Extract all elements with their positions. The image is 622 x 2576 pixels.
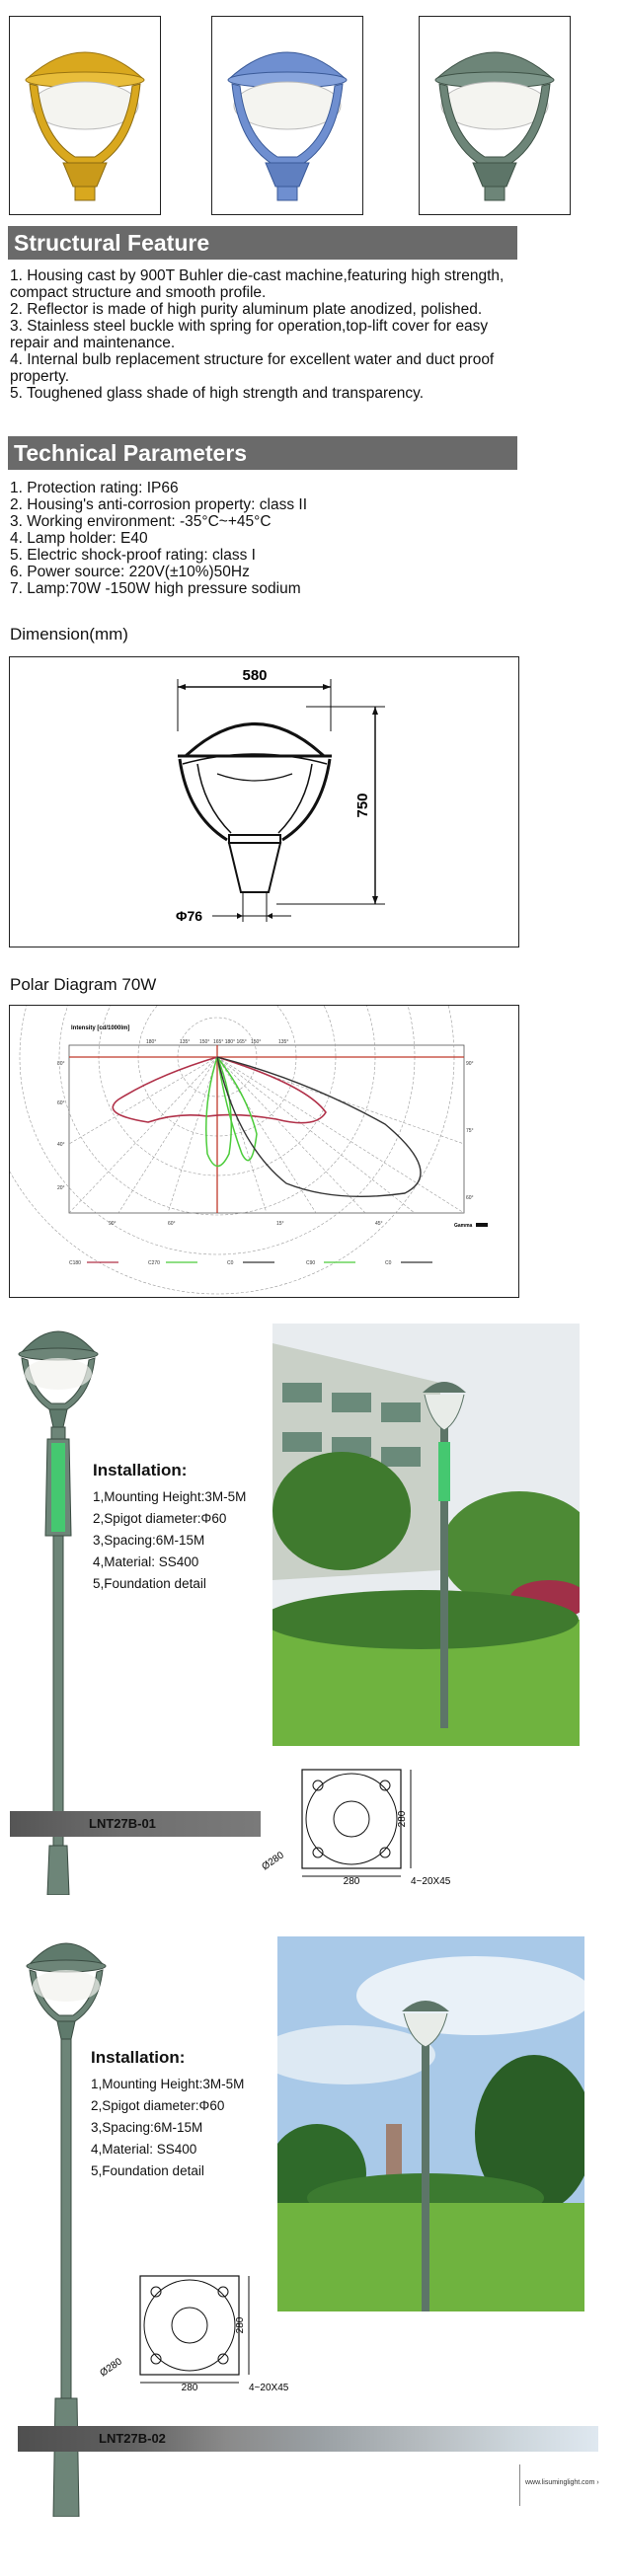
installation-title: Installation:: [91, 2048, 186, 2067]
polar-top-angle: 180°: [146, 1039, 157, 1045]
polar-chart-title: Intensity [cd/1000lm]: [71, 1025, 130, 1031]
technical-parameters-list: [10, 480, 523, 597]
foundation-width-label: 280: [181, 2383, 198, 2391]
polar-legend-item: C90: [306, 1260, 316, 1266]
dimension-drawing: [9, 656, 519, 947]
technical-parameters-heading: Technical Parameters: [8, 436, 517, 470]
installation-line: 5,Foundation detail: [91, 2163, 204, 2178]
dimension-caption: Dimension(mm): [10, 625, 128, 644]
technical-item: 6. Power source: 220V(±10%)50Hz: [10, 564, 250, 580]
technical-item: 1. Protection rating: IP66: [10, 480, 179, 496]
polar-bottom-angle: 15°: [276, 1221, 284, 1227]
width-dimension-label: 580: [242, 667, 268, 684]
structural-item: 1. Housing cast by 900T Buhler die-cast machine,featuring high strength, compact structure and smooth profile.: [10, 267, 505, 301]
model-label-2: LNT27B-02: [99, 2431, 166, 2446]
installation-line: 3,Spacing:6M-15M: [91, 2120, 203, 2135]
installation-line: 4,Material: SS400: [93, 1554, 199, 1569]
footer-url[interactable]: www.lisuminglight.com ›: [525, 2479, 599, 2486]
structural-item: 4. Internal bulb replacement structure for excellent water and duct proof property.: [10, 351, 495, 385]
product-thumb-yellow: [9, 16, 161, 215]
foundation-diameter-label: Ø280: [98, 2356, 124, 2380]
polar-right-mark: 60°: [466, 1195, 474, 1201]
foundation-plan-1: [253, 1762, 470, 1885]
technical-item: 7. Lamp:70W -150W high pressure sodium: [10, 580, 301, 597]
polar-left-mark: 40°: [57, 1142, 65, 1148]
pole-illustration-1: [14, 1313, 103, 1895]
product-thumb-blue: [211, 16, 363, 215]
technical-item: 2. Housing's anti-corrosion property: class II: [10, 496, 308, 513]
structural-item: 2. Reflector is made of high purity aluminum plate anodized, polished.: [10, 301, 483, 318]
height-dimension-label: 750: [354, 793, 371, 818]
foundation-width-label: 280: [343, 1876, 360, 1885]
installation-title: Installation:: [93, 1461, 188, 1479]
polar-bottom-angle: 90°: [109, 1221, 117, 1227]
structural-item: 5. Toughened glass shade of high strength and transparency.: [10, 385, 425, 402]
polar-right-mark: 75°: [466, 1128, 474, 1134]
technical-item: 5. Electric shock-proof rating: class I: [10, 547, 256, 564]
technical-item: 3. Working environment: -35°C~+45°C: [10, 513, 272, 530]
foundation-height-label: 280: [397, 1810, 408, 1828]
foundation-bolts-label: 4~20X45: [249, 2383, 289, 2391]
polar-left-mark: 80°: [57, 1061, 65, 1067]
installation-line: 4,Material: SS400: [91, 2142, 197, 2157]
polar-top-angle: 135°: [180, 1039, 191, 1045]
footer-divider: [519, 2464, 520, 2506]
technical-item: 4. Lamp holder: E40: [10, 530, 148, 547]
installation-spec-2: [91, 2048, 288, 2182]
polar-legend-item: C0: [385, 1260, 392, 1266]
polar-caption: Polar Diagram 70W: [10, 975, 157, 994]
structural-feature-list: [10, 267, 523, 402]
installation-photo-1: [272, 1324, 580, 1746]
structural-feature-heading: Structural Feature: [8, 226, 517, 260]
polar-left-mark: 60°: [57, 1100, 65, 1106]
polar-legend-item: C270: [148, 1260, 160, 1266]
polar-left-mark: 20°: [57, 1185, 65, 1191]
spigot-dimension-label: Φ76: [176, 908, 203, 924]
foundation-bolts-label: 4~20X45: [411, 1876, 451, 1885]
installation-line: 2,Spigot diameter:Φ60: [91, 2098, 225, 2113]
foundation-plan-2: [91, 2268, 308, 2391]
foundation-diameter-label: Ø280: [260, 1850, 286, 1873]
polar-legend-item: C0: [227, 1260, 234, 1266]
product-thumb-green: [419, 16, 571, 215]
polar-top-angle: 150°: [199, 1039, 210, 1045]
polar-right-mark: 90°: [466, 1061, 474, 1067]
polar-diagram: [9, 1005, 519, 1298]
polar-top-angle: 150°: [251, 1039, 262, 1045]
installation-line: 5,Foundation detail: [93, 1576, 206, 1591]
polar-gamma-label: Gamma: [454, 1223, 473, 1229]
installation-spec-1: [93, 1461, 290, 1595]
polar-top-angle: 165° 180° 165°: [213, 1039, 247, 1045]
polar-bottom-angle: 60°: [168, 1221, 176, 1227]
model-label-1: LNT27B-01: [89, 1816, 156, 1831]
polar-legend-item: C180: [69, 1260, 81, 1266]
installation-line: 3,Spacing:6M-15M: [93, 1533, 205, 1548]
polar-top-angle: 135°: [278, 1039, 289, 1045]
installation-photo-2: [277, 1936, 584, 2311]
installation-line: 2,Spigot diameter:Φ60: [93, 1511, 227, 1526]
installation-line: 1,Mounting Height:3M-5M: [93, 1489, 247, 1504]
structural-item: 3. Stainless steel buckle with spring for operation,top-lift cover for easy repair and maintenance.: [10, 318, 489, 351]
installation-line: 1,Mounting Height:3M-5M: [91, 2077, 245, 2091]
polar-bottom-angle: 45°: [375, 1221, 383, 1227]
foundation-height-label: 280: [235, 2316, 246, 2334]
